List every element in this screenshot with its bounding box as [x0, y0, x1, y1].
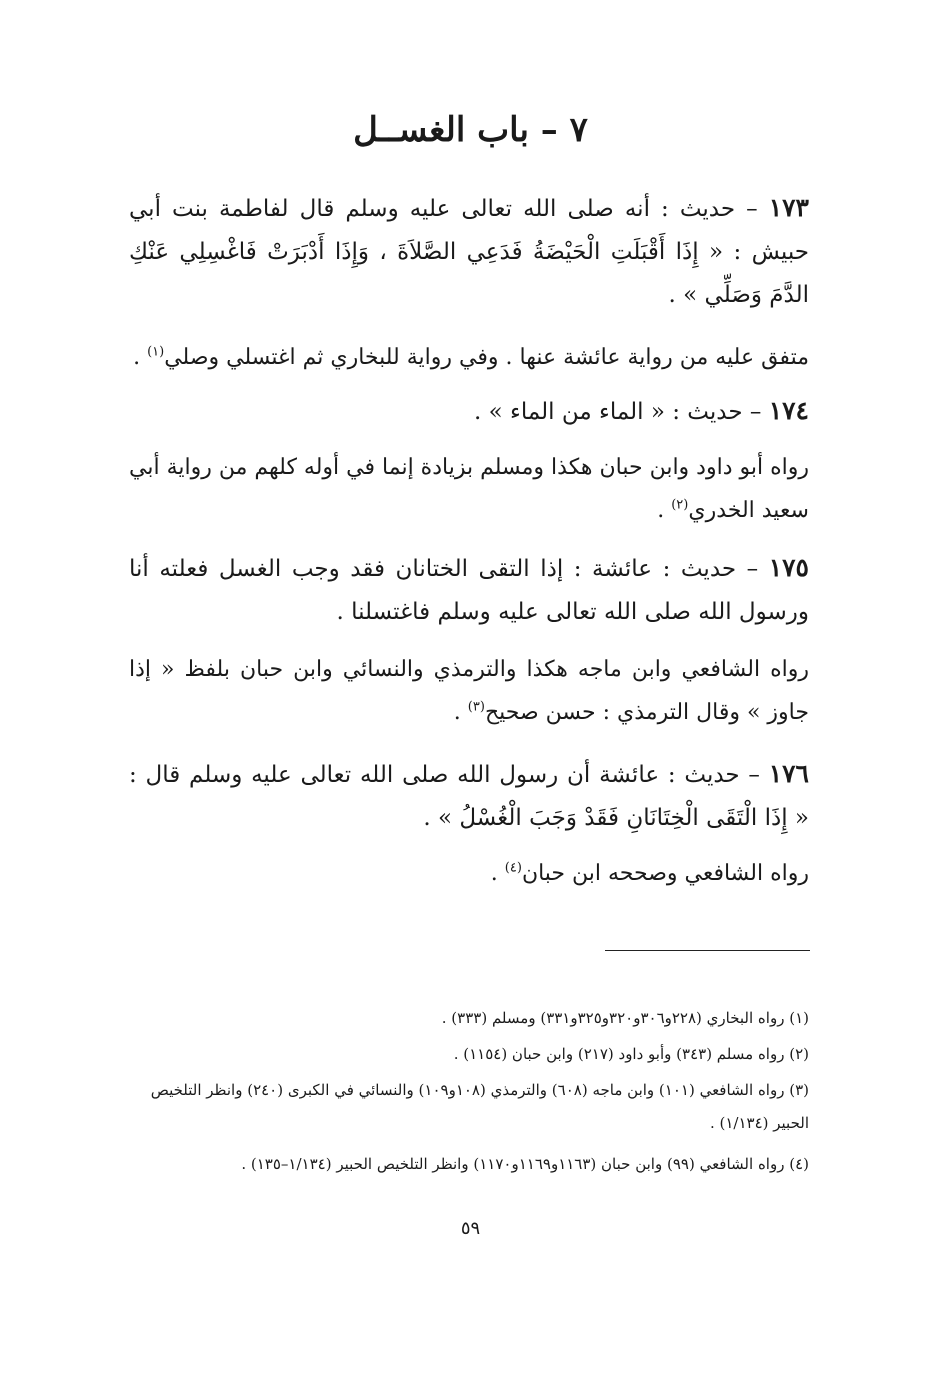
- hadith-number: ١٧٦: [768, 759, 809, 788]
- footnote-divider: [605, 950, 810, 951]
- hadith-entry: [129, 186, 809, 317]
- source-text: متفق عليه من رواية عائشة عنها . وفي رواية للبخاري ثم اغتسلي وصلي: [164, 345, 809, 370]
- hadith-number: ١٧٤: [768, 396, 809, 425]
- footnote: (١) رواه البخاري (٢٢٨و٣٠٦و٣٢٠و٣٢٥و٣٣١) ومسلم (٣٣٣) .: [441, 1009, 809, 1027]
- hadith-number: ١٧٥: [768, 553, 809, 582]
- hadith-text: – حديث : أنه صلى الله تعالى عليه وسلم قال لفاطمة بنت أبي حبيش : « إِذَا أَقْبَلَتِ الْحَيْضَةُ فَدَعِي الصَّلاَةَ ، وَإِذَا أَدْبَرَتْ فَاغْسِلِي عَنْكِ الدَّمَ وَصَلِّي » .: [129, 196, 809, 308]
- page-number: ٥٩: [460, 1218, 481, 1239]
- footnote-ref[interactable]: (٣): [467, 699, 485, 715]
- footnote: (٤) رواه الشافعي (٩٩) وابن حبان (١١٦٣و١١٦٩و١١٧٠) وانظر التلخيص الحبير (١/١٣٤–١٣٥) .: [241, 1155, 809, 1173]
- hadith-source: [129, 446, 809, 532]
- footnote-ref[interactable]: (١): [147, 344, 165, 360]
- source-text: رواه الشافعي وابن ماجه هكذا والترمذي والنسائي وابن حبان بلفظ « إذا جاوز » وقال الترمذي : حسن صحيح: [129, 657, 809, 725]
- footnote-ref[interactable]: (٤): [504, 860, 522, 876]
- hadith-entry: [129, 546, 809, 634]
- chapter-title: ٧ – باب الغســل: [353, 110, 588, 150]
- hadith-text: – حديث : « الماء من الماء » .: [474, 399, 769, 425]
- source-text: رواه الشافعي وصححه ابن حبان: [521, 861, 809, 886]
- source-text: رواه أبو داود وابن حبان هكذا ومسلم بزيادة إنما في أوله كلهم من رواية أبي سعيد الخدري: [129, 455, 809, 523]
- hadith-entry: [129, 752, 809, 840]
- hadith-entry: [129, 389, 809, 434]
- source-end: .: [453, 700, 468, 725]
- hadith-source: [129, 852, 809, 895]
- hadith-text: – حديث : عائشة : إذا التقى الختانان فقد وجب الغسل فعلته أنا ورسول الله صلى الله تعالى عليه وسلم فاغتسلنا .: [129, 556, 809, 625]
- hadith-source: [129, 648, 809, 734]
- footnote: (٣) رواه الشافعي (١٠١) وابن ماجه (٦٠٨) والترمذي (١٠٨و١٠٩) والنسائي في الكبرى (٢٤٠) وانظر التلخيص الحبير (١/١٣٤) .: [150, 1081, 809, 1132]
- source-end: .: [490, 861, 505, 886]
- footnote-ref[interactable]: (٢): [671, 497, 689, 513]
- hadith-number: ١٧٣: [768, 193, 809, 222]
- hadith-source: [129, 336, 809, 379]
- hadith-text: – حديث : عائشة أن رسول الله صلى الله تعالى عليه وسلم قال : « إِذَا الْتَقَى الْخِتَانَانِ فَقَدْ وَجَبَ الْغُسْلُ » .: [129, 762, 809, 831]
- source-end: .: [133, 345, 148, 370]
- source-end: .: [657, 498, 672, 523]
- footnote: (٢) رواه مسلم (٣٤٣) وأبو داود (٢١٧) وابن حبان (١١٥٤) .: [453, 1045, 809, 1063]
